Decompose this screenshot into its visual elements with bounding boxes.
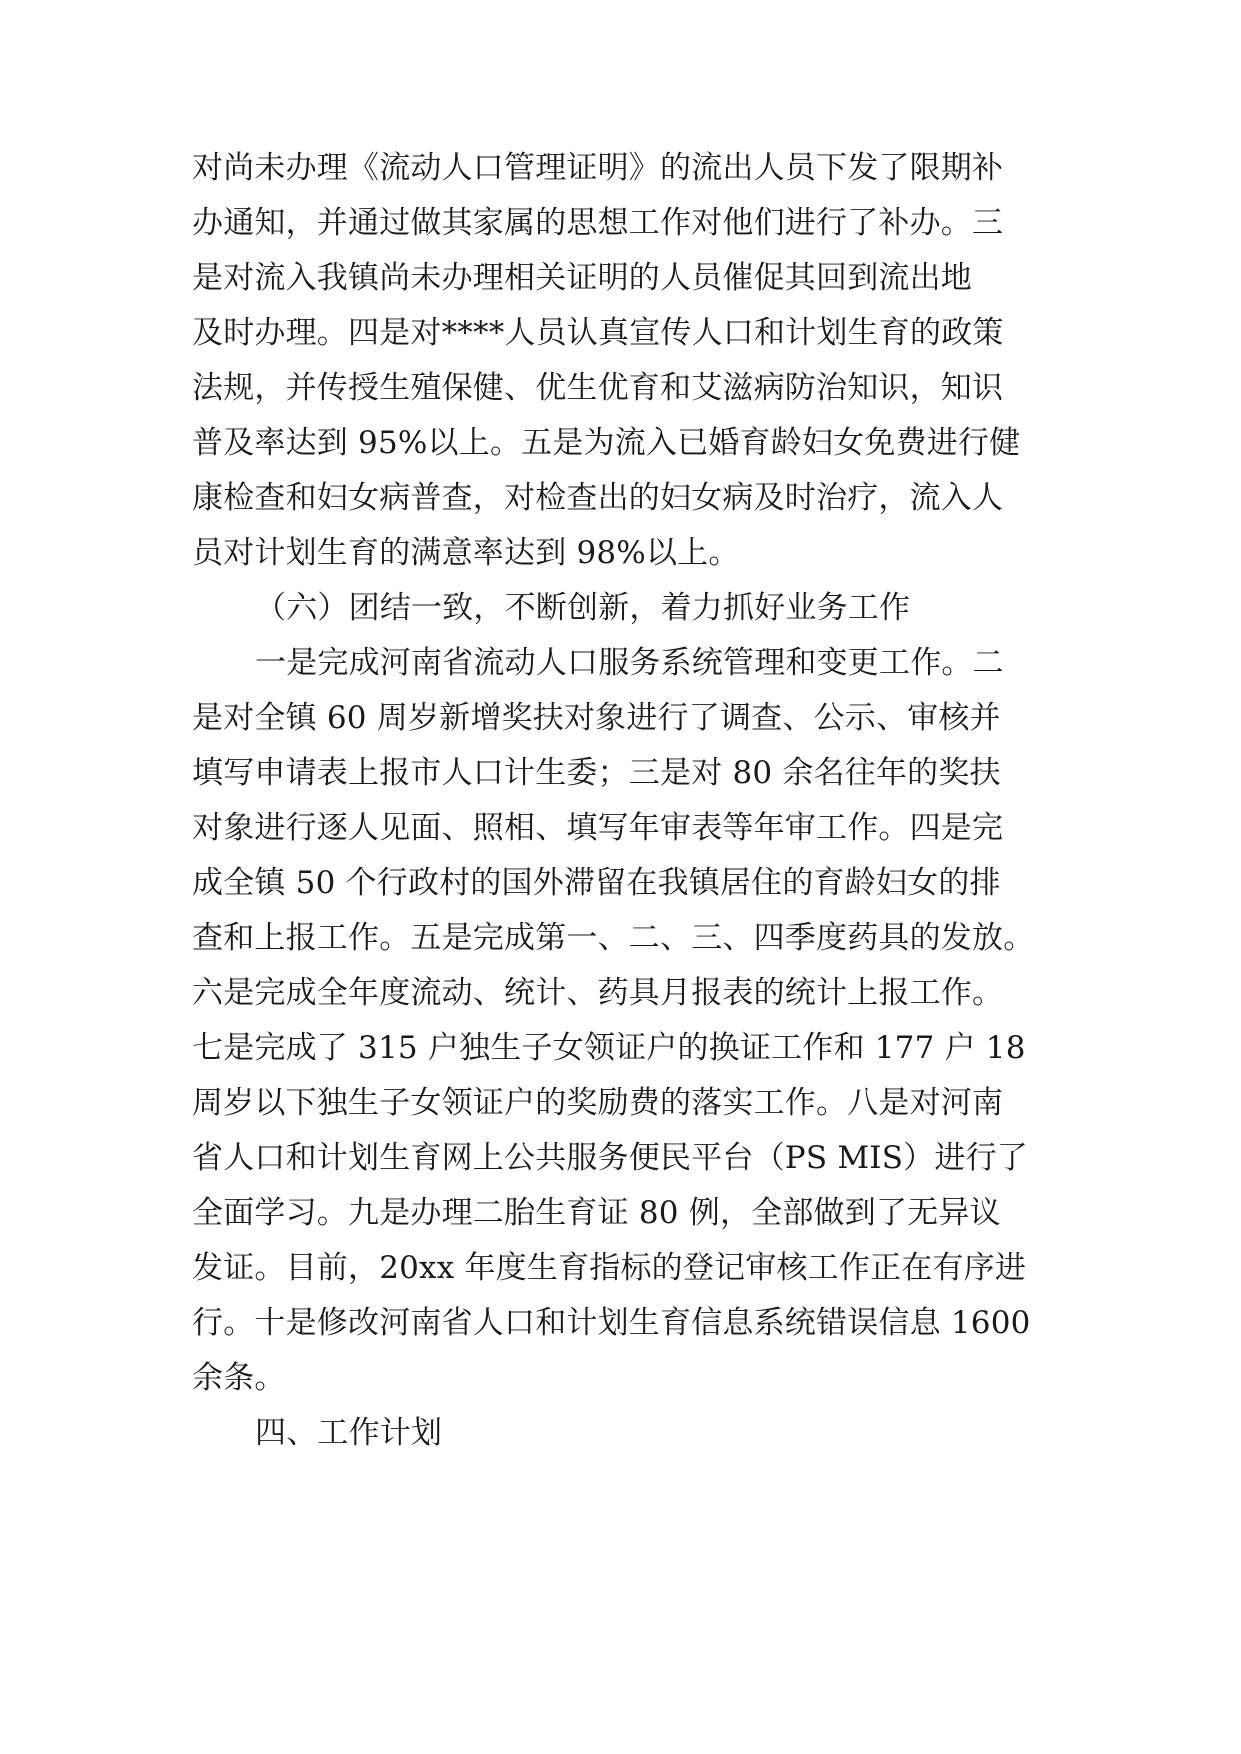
section-heading: 四、工作计划 (255, 1415, 443, 1451)
paragraph-line: 法规，并传授生殖保健、优生优育和艾滋病防治知识，知识 (192, 370, 1004, 406)
paragraph-line: 省人口和计划生育网上公共服务便民平台（PS MIS）进行了 (192, 1140, 1028, 1176)
paragraph-line: 对象进行逐人见面、照相、填写年审表等年审工作。四是完 (192, 810, 1004, 846)
paragraph-line: 一是完成河南省流动人口服务系统管理和变更工作。二 (255, 645, 1004, 681)
paragraph-line: 是对全镇 60 周岁新增奖扶对象进行了调查、公示、审核并 (192, 700, 1001, 736)
paragraph-line: 办通知，并通过做其家属的思想工作对他们进行了补办。三 (192, 205, 1004, 241)
paragraph-line: 员对计划生育的满意率达到 98%以上。 (192, 535, 740, 571)
paragraph-line: 填写申请表上报市人口计生委；三是对 80 余名往年的奖扶 (192, 755, 1001, 791)
paragraph-line: 是对流入我镇尚未办理相关证明的人员催促其回到流出地 (192, 260, 972, 296)
paragraph-line: 查和上报工作。五是完成第一、二、三、四季度药具的发放。 (192, 920, 1035, 956)
paragraph-line: 普及率达到 95%以上。五是为流入已婚育龄妇女免费进行健 (192, 425, 1021, 461)
section-heading: （六）团结一致，不断创新，着力抓好业务工作 (255, 590, 911, 626)
paragraph-line: 及时办理。四是对****人员认真宣传人口和计划生育的政策 (192, 315, 1004, 351)
paragraph-line: 七是完成了 315 户独生子女领证户的换证工作和 177 户 18 (192, 1030, 1026, 1066)
paragraph-line: 对尚未办理《流动人口管理证明》的流出人员下发了限期补 (192, 150, 1004, 186)
paragraph-line: 发证。目前，20xx 年度生育指标的登记审核工作正在有序进 (192, 1250, 1027, 1286)
paragraph-line: 余条。 (192, 1360, 286, 1396)
paragraph-line: 全面学习。九是办理二胎生育证 80 例，全部做到了无异议 (192, 1195, 1001, 1231)
paragraph-line: 六是完成全年度流动、统计、药具月报表的统计上报工作。 (192, 975, 1004, 1011)
paragraph-line: 康检查和妇女病普查，对检查出的妇女病及时治疗，流入人 (192, 480, 1004, 516)
paragraph-line: 周岁以下独生子女领证户的奖励费的落实工作。八是对河南 (192, 1085, 1004, 1121)
paragraph-line: 成全镇 50 个行政村的国外滞留在我镇居住的育龄妇女的排 (192, 865, 1001, 901)
paragraph-line: 行。十是修改河南省人口和计划生育信息系统错误信息 1600 (192, 1305, 1031, 1341)
